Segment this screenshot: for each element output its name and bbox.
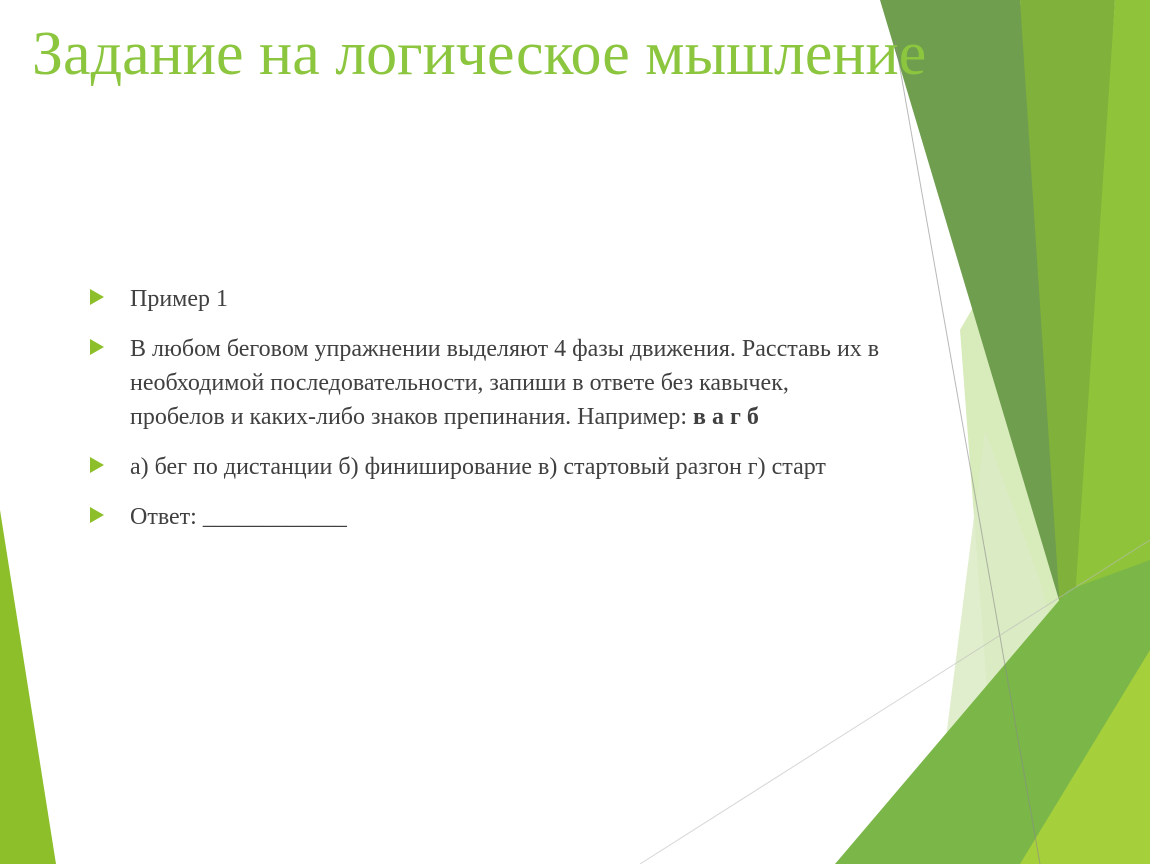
bullet-arrow-icon <box>90 289 104 305</box>
bullet-item <box>90 450 880 484</box>
slide-title: Задание на логическое мышление <box>32 20 927 88</box>
example-answer: в а г б <box>693 404 759 430</box>
bullet-arrow-icon <box>90 457 104 473</box>
bullet-text: Пример 1 <box>130 286 229 312</box>
bullet-item <box>90 282 880 316</box>
bullet-item <box>90 332 880 434</box>
bullet-arrow-icon <box>90 507 104 523</box>
bullet-text: В любом беговом упражнении выделяют 4 фазы движения. Расставь их в необходимой последовательности, запиши в ответе без кавычек, пробелов и каких-либо знаков препинания. Например: <box>130 336 880 430</box>
bullet-item <box>90 500 880 534</box>
bullet-list <box>90 282 880 550</box>
bullet-arrow-icon <box>90 339 104 355</box>
facet-left <box>0 510 56 864</box>
answer-line: Ответ: ____________ <box>130 504 347 530</box>
bullet-text: а) бег по дистанции б) финиширование в) стартовый разгон г) старт <box>130 454 826 480</box>
